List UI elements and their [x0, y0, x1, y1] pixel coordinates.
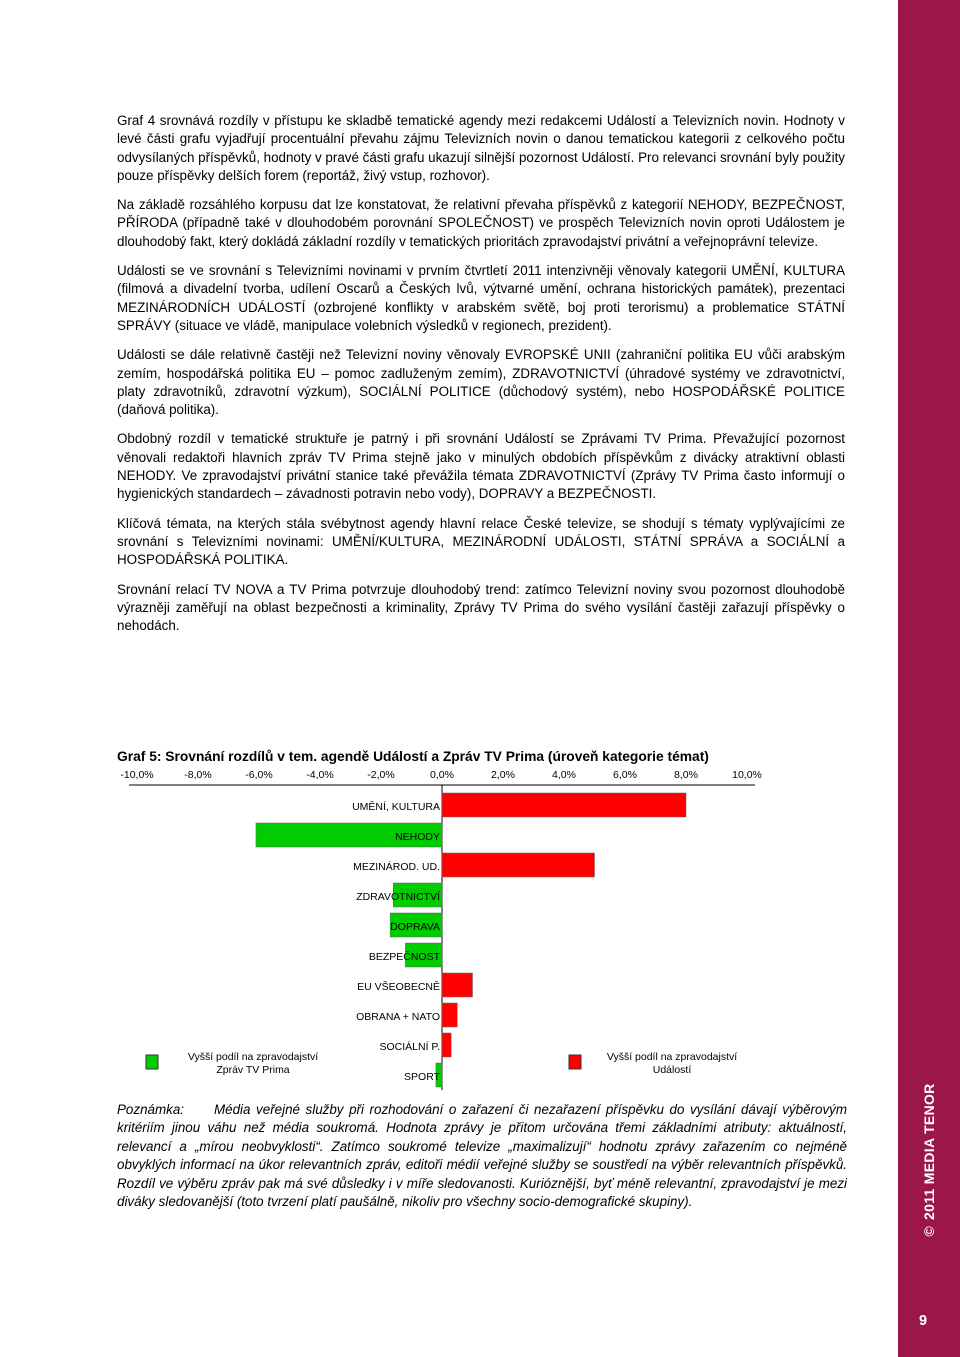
category-label: NEHODY: [395, 831, 440, 843]
note-label: Poznámka:: [117, 1102, 184, 1117]
legend-label: Vyšší podíl na zpravodajství: [187, 1051, 319, 1063]
sidebar-copyright: [921, 1083, 937, 1236]
category-label: MEZINÁROD. UD.: [353, 861, 440, 873]
x-tick-label: 4,0%: [552, 769, 576, 781]
copyright-icon: ©: [921, 1225, 937, 1237]
paragraph: Srovnání relací TV NOVA a TV Prima potvrzuje dlouhodobý trend: zatímco Televizní noviny svou pozornost dlouhodobě výrazněji zaměřují na oblast bezpečnosti a kriminality, Zprávy TV Prima do svého vysílání častěji zařazují příspěvky o nehodách.: [117, 581, 845, 634]
legend-swatch: [569, 1055, 581, 1069]
bar: [442, 793, 686, 817]
category-label: SOCIÁLNÍ P.: [379, 1041, 440, 1053]
legend-label: Zpráv TV Prima: [216, 1064, 290, 1076]
x-tick-label: 0,0%: [430, 769, 454, 781]
category-label: EU VŠEOBECNĚ: [357, 981, 440, 993]
chart-svg: [110, 765, 790, 1090]
x-tick-label: -2,0%: [367, 769, 395, 781]
footer: [83, 1296, 348, 1334]
category-label: SPORT: [404, 1071, 440, 1083]
x-tick-label: 6,0%: [613, 769, 637, 781]
footer-title: Analýza zpravodajství českých televizí: [83, 1297, 349, 1313]
category-label: UMĚNÍ, KULTURA: [352, 801, 440, 813]
category-label: BEZPEČNOST: [368, 951, 440, 963]
bar: [442, 973, 473, 997]
paragraph: Obdobný rozdíl v tematické struktuře je patrný i při srovnání Událostí se Zprávami TV Prima. Převažující pozornost věnovali redaktoři hlavních zpráv TV Prima stejně jako v minulých obdobích příspěvkům z divácky atraktivní oblasti NEHODY. Ve zpravodajství privátní stanice také převážila témata ZDRAVOTNICTVÍ (Zprávy TV Prima často informují o hygienických standardech – závadnosti potravin nebo vody), DOPRAVY a BEZPEČNOSTI.: [117, 431, 845, 502]
bar: [442, 853, 595, 877]
x-tick-label: -8,0%: [184, 769, 212, 781]
bar: [442, 1003, 457, 1027]
legend-swatch: [146, 1055, 158, 1069]
page-number: 9: [919, 1313, 928, 1329]
bar: [442, 1033, 451, 1057]
paragraph: Události se ve srovnání s Televizními novinami v prvním čtvrtletí 2011 intenzivněji věnovaly kategorii UMĚNÍ, KULTURA (filmová a divadelní tvorba, udílení Oscarů a Českých lvů, výtvarné umění, ochrana historických památek), prezentaci MEZINÁRODNÍCH UDÁLOSTÍ (ozbrojené konflikty v arabském světě, boj proti terorismu) a problematice STÁTNÍ SPRÁVY (situace ve vládě, manipulace volebních výsledků v regionech, prezident).: [117, 263, 845, 333]
x-tick-label: 10,0%: [732, 769, 762, 781]
paragraph: Na základě rozsáhlého korpusu dat lze konstatovat, že relativní převaha příspěvků z kategorií NEHODY, BEZPEČNOST, PŘÍRODA (případně také v dlouhodobém porovnání SPOLEČNOST) ve prospěch Televizních novin oproti Událostem je dlouhodobý fakt, který dokládá základní rozdíly v tematických prioritách zpravodajství privátní a veřejnoprávní televize.: [117, 197, 845, 249]
paragraph: Klíčová témata, na kterých stála svébytnost agendy hlavní relace České televize, se shodují s tématy vyplývajícími ze srovnání s Televizními novinami: UMĚNÍ/KULTURA, MEZINÁRODNÍ UDÁLOSTI, STÁTNÍ SPRÁVA a SOCIÁLNÍ a HOSPODÁŘSKÁ POLITIKA.: [117, 515, 845, 568]
category-label: OBRANA + NATO: [356, 1011, 440, 1023]
category-label: DOPRAVA: [390, 921, 440, 933]
x-tick-label: -10,0%: [120, 769, 154, 781]
chart-title: Graf 5: Srovnání rozdílů v tem. agendě Událostí a Zpráv TV Prima (úroveň kategorie témat): [117, 749, 709, 764]
legend-label: Událostí: [652, 1064, 692, 1076]
x-tick-label: 8,0%: [674, 769, 698, 781]
x-tick-label: -4,0%: [306, 769, 334, 781]
footer-period: posuzované období: 1. čtvrtletí 2011: [83, 1316, 332, 1332]
paragraph: Události se dále relativně častěji než Televizní noviny věnovaly EVROPSKÉ UNII (zahraniční politika EU vůči arabským zemím, hospodářská politika EU – pomoc zadluženým zemím), ZDRAVOTNICTVÍ (úhradové systémy ve zdravotnictví, platy zdravotníků, zdravotní výzkum), SOCIÁLNÍ POLITICE (důchodový systém), nebo HOSPODÁŘSKÉ POLITICE (daňová politika).: [117, 347, 845, 418]
x-tick-label: 2,0%: [491, 769, 515, 781]
paragraph: Graf 4 srovnává rozdíly v přístupu ke skladbě tematické agendy mezi redakcemi Událostí a Televizních novin. Hodnoty v levé části grafu vyjadřují procentuální převahu zájmu Televizních novin o danou tematickou kategorii z celkového počtu odvysílaných příspěvků, hodnoty v pravé části grafu ukazují silnější pozornost Událostí. Pro relevanci srovnání byly použity pouze příspěvky delších forem (reportáž, živý vstup, rozhovor).: [117, 113, 845, 183]
note: [117, 1101, 847, 1211]
note-text: Média veřejné služby při rozhodování o zařazení či nezařazení příspěvku do vysílání dávají výběrovým kritériím jinou váhu než média soukromá. Hodnota zprávy je přitom určována třemi základními atributy: aktuálností, relevancí a „mírou neobvyklosti“. Zatímco soukromé televize „maximalizují“ hodnotu zprávy zařazením co nejméně obvyklých informací na úkor relevantních zpráv, editoři médií veřejné služby se soustředí na výběr relevantních příspěvků. Rozdíl ve výběru zpráv pak má své důsledky i v míře sledovanosti. Kurióznější, byť méně relevantní, zpravodajství je mezi diváky sledovanější (toto tvrzení platí paušálně, nikoliv pro všechny socio-demografické skupiny).: [117, 1102, 847, 1210]
body-text: [117, 112, 845, 646]
legend-label: Vyšší podíl na zpravodajství: [606, 1051, 738, 1063]
x-tick-label: -6,0%: [245, 769, 273, 781]
bar-chart: [110, 765, 790, 1095]
category-label: ZDRAVOTNICTVÍ: [356, 891, 440, 903]
sidebar-copyright-text: 2011 MEDIA TENOR: [921, 1083, 937, 1220]
